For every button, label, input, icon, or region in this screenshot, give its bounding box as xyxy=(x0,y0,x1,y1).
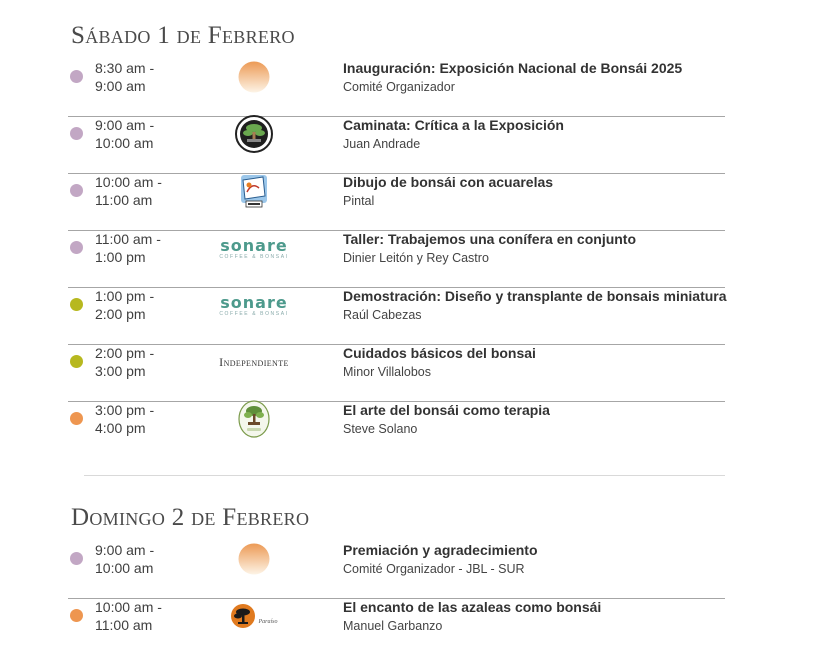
event-presenter: Minor Villalobos xyxy=(343,365,432,379)
time-range: 1:00 pm - 2:00 pm xyxy=(95,288,155,322)
event-presenter: Raúl Cabezas xyxy=(343,308,422,322)
category-dot xyxy=(70,70,83,83)
event-title: Caminata: Crítica a la Exposición xyxy=(343,117,564,133)
category-dot xyxy=(70,552,83,565)
time-range: 9:00 am - 10:00 am xyxy=(95,117,155,151)
time-range: 10:00 am - 11:00 am xyxy=(95,599,162,633)
sonare-logo xyxy=(214,230,294,266)
day-title-sabado: Sábado 1 de Febrero xyxy=(71,22,295,49)
event-title: Cuidados básicos del bonsai xyxy=(343,345,536,361)
sun-gradient-icon xyxy=(214,59,294,95)
time-range: 11:00 am - 1:00 pm xyxy=(95,231,161,265)
bonsai-club-emblem-icon xyxy=(214,116,294,152)
event-presenter: Comité Organizador - JBL - SUR xyxy=(343,562,525,576)
schedule-row xyxy=(68,598,725,655)
schedule-row xyxy=(68,59,725,117)
category-dot xyxy=(70,184,83,197)
sun-gradient-icon xyxy=(214,541,294,577)
category-dot xyxy=(70,298,83,311)
schedule-row xyxy=(68,344,725,402)
schedule-row xyxy=(68,287,725,345)
event-title: El encanto de las azaleas como bonsái xyxy=(343,599,602,615)
day-title-domingo: Domingo 2 de Febrero xyxy=(71,504,310,531)
sonare-logo xyxy=(214,287,294,323)
event-presenter: Pintal xyxy=(343,194,375,208)
schedule-row xyxy=(68,401,725,458)
time-range: 9:00 am - 10:00 am xyxy=(95,542,155,576)
time-range: 8:30 am - 9:00 am xyxy=(95,60,155,94)
category-dot xyxy=(70,609,83,622)
sonare-logo-text: sonare xyxy=(220,235,288,255)
independiente-text: Independiente xyxy=(219,354,289,369)
time-range: 3:00 pm - 4:00 pm xyxy=(95,402,155,436)
sonare-logo-tagline: COFFEE & BONSAI xyxy=(219,310,289,317)
event-title: Taller: Trabajemos una conífera en conjunto xyxy=(343,231,637,247)
event-presenter: Steve Solano xyxy=(343,422,418,436)
event-title: Dibujo de bonsái con acuarelas xyxy=(343,174,554,190)
event-title: Inauguración: Exposición Nacional de Bonsái 2025 xyxy=(343,60,683,76)
paraiso-bonsai-logo-icon xyxy=(214,598,294,634)
category-dot xyxy=(70,127,83,140)
eco-bonsai-tree-badge-icon xyxy=(214,401,294,437)
sonare-logo-text: sonare xyxy=(220,292,288,312)
schedule-row xyxy=(68,541,725,599)
event-presenter: Comité Organizador xyxy=(343,80,455,94)
paraiso-logo-text: Paraíso xyxy=(258,619,278,625)
event-presenter: Juan Andrade xyxy=(343,137,421,151)
category-dot xyxy=(70,355,83,368)
event-presenter: Dinier Leitón y Rey Castro xyxy=(343,251,489,265)
category-dot xyxy=(70,241,83,254)
schedule-row xyxy=(68,230,725,288)
event-presenter: Manuel Garbanzo xyxy=(343,619,443,633)
time-range: 10:00 am - 11:00 am xyxy=(95,174,162,208)
section-divider xyxy=(84,475,725,476)
event-title: Demostración: Diseño y transplante de bonsais miniatura xyxy=(343,288,727,304)
time-range: 2:00 pm - 3:00 pm xyxy=(95,345,155,379)
event-title: Premiación y agradecimiento xyxy=(343,542,538,558)
sonare-logo-tagline: COFFEE & BONSAI xyxy=(219,253,289,260)
pintal-watercolor-logo-icon xyxy=(214,173,294,209)
schedule-row xyxy=(68,173,725,231)
independiente-logo xyxy=(214,344,294,380)
category-dot xyxy=(70,412,83,425)
schedule-row xyxy=(68,116,725,174)
event-title: El arte del bonsái como terapia xyxy=(343,402,550,418)
